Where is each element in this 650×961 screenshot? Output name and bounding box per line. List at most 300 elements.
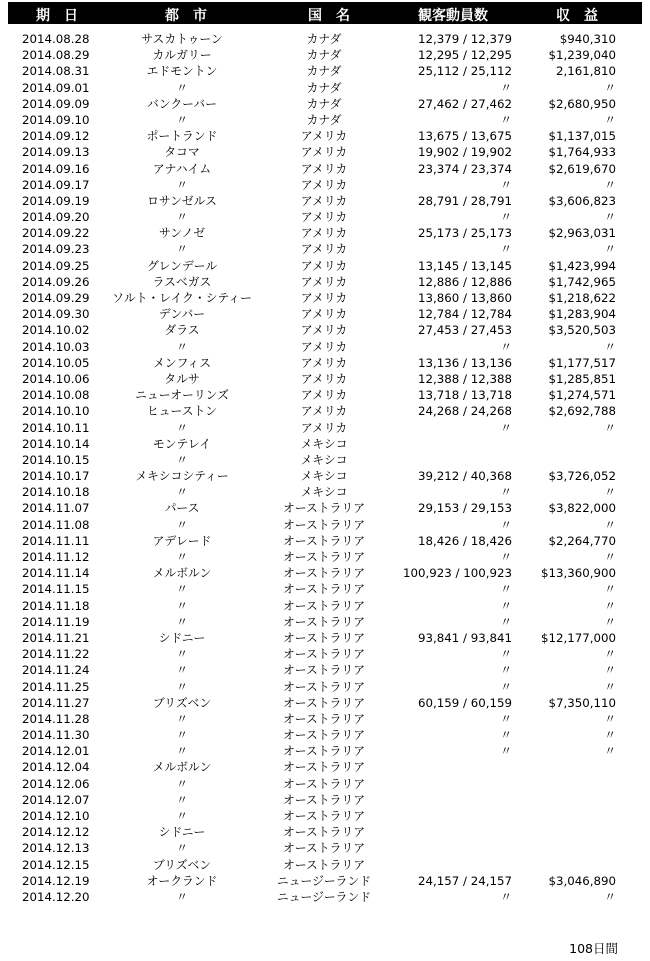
cell-country: アメリカ <box>300 307 348 322</box>
cell-date: 2014.12.20 <box>22 889 90 904</box>
table-row <box>0 387 650 403</box>
cell-date: 2014.09.16 <box>22 161 90 176</box>
cell-date: 2014.09.09 <box>22 96 90 111</box>
table-row <box>0 177 650 193</box>
table-row <box>0 630 650 646</box>
cell-revenue: 〃 <box>604 598 616 613</box>
cell-city: エドモントン <box>146 64 218 79</box>
cell-attendance: 〃 <box>500 80 512 95</box>
cell-attendance: 13,718 / 13,718 <box>417 388 512 403</box>
cell-city: 〃 <box>176 711 188 726</box>
cell-city: 〃 <box>176 485 188 500</box>
cell-date: 2014.09.10 <box>22 112 90 127</box>
cell-date: 2014.09.19 <box>22 193 90 208</box>
table-row <box>0 161 650 177</box>
table-row <box>0 452 650 468</box>
table-row <box>0 824 650 840</box>
cell-attendance: 〃 <box>500 582 512 597</box>
cell-country: オーストラリア <box>283 647 365 662</box>
cell-attendance: 24,268 / 24,268 <box>417 404 512 419</box>
table-row <box>0 193 650 209</box>
header-date: 期 日 <box>36 8 78 24</box>
cell-attendance: 〃 <box>500 744 512 759</box>
cell-city: 〃 <box>176 420 188 435</box>
cell-attendance: 18,426 / 18,426 <box>417 533 512 548</box>
cell-city: 〃 <box>176 242 188 257</box>
cell-country: アメリカ <box>300 258 348 273</box>
cell-country: オーストラリア <box>283 728 365 743</box>
cell-country: メキシコ <box>300 452 348 467</box>
cell-city: 〃 <box>176 517 188 532</box>
cell-city: シドニー <box>158 630 206 645</box>
cell-revenue: $1,239,040 <box>548 48 616 63</box>
cell-date: 2014.12.01 <box>22 744 90 759</box>
cell-country: カナダ <box>306 80 342 95</box>
cell-city: モンテレイ <box>152 436 212 451</box>
cell-revenue: $1,137,015 <box>548 129 616 144</box>
cell-city: メキシコシティー <box>135 469 229 484</box>
cell-revenue: 〃 <box>604 744 616 759</box>
cell-date: 2014.09.01 <box>22 80 90 95</box>
cell-country: オーストラリア <box>283 550 365 564</box>
cell-date: 2014.10.15 <box>22 452 90 467</box>
table-row <box>0 420 650 436</box>
cell-revenue: $1,274,571 <box>548 388 616 403</box>
table-row <box>0 209 650 225</box>
table-row <box>0 695 650 711</box>
cell-country: アメリカ <box>300 161 348 176</box>
cell-attendance: 28,791 / 28,791 <box>417 193 512 208</box>
cell-city: メルボルン <box>152 566 212 581</box>
header-attendance: 観客動員数 <box>418 8 488 24</box>
cell-city: ヒューストン <box>146 404 218 419</box>
cell-revenue: $2,680,950 <box>548 96 616 111</box>
cell-country: アメリカ <box>300 371 348 386</box>
cell-date: 2014.09.22 <box>22 226 90 241</box>
cell-country: カナダ <box>306 64 342 79</box>
table-row <box>0 47 650 63</box>
cell-country: アメリカ <box>300 388 348 403</box>
cell-country: メキシコ <box>300 485 348 500</box>
table-row <box>0 727 650 743</box>
cell-city: タコマ <box>164 145 200 160</box>
cell-city: 〃 <box>176 841 188 856</box>
cell-date: 2014.10.11 <box>22 420 90 435</box>
table-row <box>0 31 650 47</box>
cell-revenue: $1,764,933 <box>548 145 616 160</box>
cell-country: オーストラリア <box>283 760 365 775</box>
cell-revenue: 〃 <box>604 177 616 192</box>
header-country: 国 名 <box>308 8 350 24</box>
cell-country: オーストラリア <box>283 809 365 823</box>
table-row <box>0 565 650 581</box>
cell-date: 2014.11.24 <box>22 663 90 678</box>
cell-revenue: 〃 <box>604 663 616 678</box>
cell-attendance: 〃 <box>500 711 512 726</box>
cell-revenue: $940,310 <box>559 32 616 46</box>
cell-attendance: 25,173 / 25,173 <box>417 226 512 241</box>
cell-date: 2014.12.13 <box>22 841 90 856</box>
cell-attendance: 〃 <box>500 485 512 500</box>
cell-date: 2014.08.31 <box>22 64 90 79</box>
cell-city: ブリズベン <box>152 695 212 710</box>
cell-city: 〃 <box>176 112 188 127</box>
cell-city: 〃 <box>176 679 188 694</box>
cell-revenue: $1,423,994 <box>548 258 616 273</box>
cell-city: 〃 <box>176 744 188 759</box>
cell-city: 〃 <box>176 582 188 597</box>
table-row <box>0 679 650 695</box>
cell-country: オーストラリア <box>283 630 365 645</box>
cell-country: カナダ <box>306 96 342 111</box>
table-row <box>0 808 650 824</box>
cell-country: アメリカ <box>300 210 348 225</box>
cell-country: オーストラリア <box>283 744 365 759</box>
cell-country: オーストラリア <box>283 517 365 532</box>
cell-attendance: 13,136 / 13,136 <box>417 355 512 370</box>
cell-country: ニュージーランド <box>276 889 372 904</box>
cell-city: 〃 <box>176 452 188 467</box>
cell-date: 2014.09.12 <box>22 129 90 144</box>
cell-date: 2014.11.25 <box>22 679 90 694</box>
cell-date: 2014.10.18 <box>22 485 90 500</box>
cell-attendance: 〃 <box>500 242 512 257</box>
cell-date: 2014.10.17 <box>22 469 90 484</box>
cell-revenue: $1,177,517 <box>548 355 616 370</box>
cell-country: アメリカ <box>300 339 348 354</box>
cell-attendance: 12,295 / 12,295 <box>417 48 512 63</box>
cell-city: 〃 <box>176 80 188 95</box>
table-row <box>0 468 650 484</box>
cell-date: 2014.09.23 <box>22 242 90 257</box>
cell-city: アナハイム <box>152 161 212 176</box>
table-row <box>0 840 650 856</box>
cell-attendance: 〃 <box>500 517 512 532</box>
cell-country: アメリカ <box>300 177 348 192</box>
cell-attendance: 100,923 / 100,923 <box>402 566 512 581</box>
cell-city: デンバー <box>158 307 206 322</box>
table-row <box>0 63 650 79</box>
table-row <box>0 241 650 257</box>
cell-city: 〃 <box>176 647 188 662</box>
total-days: 108日間 <box>569 941 618 956</box>
cell-date: 2014.10.03 <box>22 339 90 354</box>
table-row <box>0 776 650 792</box>
cell-revenue: 〃 <box>604 339 616 354</box>
cell-country: オーストラリア <box>283 679 365 694</box>
cell-city: バンクーバー <box>147 96 217 111</box>
table-row <box>0 484 650 500</box>
cell-city: 〃 <box>176 614 188 629</box>
table-row <box>0 646 650 662</box>
cell-attendance: 29,153 / 29,153 <box>417 501 512 516</box>
cell-country: アメリカ <box>300 129 348 144</box>
cell-attendance: 12,886 / 12,886 <box>417 274 512 289</box>
cell-city: カルガリー <box>152 48 212 63</box>
cell-country: アメリカ <box>300 323 348 338</box>
cell-revenue: 〃 <box>604 517 616 532</box>
cell-attendance: 24,157 / 24,157 <box>417 873 512 888</box>
cell-revenue: 〃 <box>604 420 616 435</box>
cell-date: 2014.09.20 <box>22 210 90 225</box>
cell-country: アメリカ <box>300 404 348 419</box>
cell-revenue: 〃 <box>604 112 616 127</box>
table-row <box>0 144 650 160</box>
cell-city: 〃 <box>176 889 188 904</box>
table-row <box>0 96 650 112</box>
table-row <box>0 581 650 597</box>
cell-city: 〃 <box>176 339 188 354</box>
cell-country: アメリカ <box>300 226 348 241</box>
cell-date: 2014.12.10 <box>22 809 90 823</box>
cell-revenue: $1,283,904 <box>548 307 616 322</box>
cell-country: オーストラリア <box>283 566 365 581</box>
cell-city: 〃 <box>176 210 188 225</box>
cell-country: ニュージーランド <box>276 873 372 888</box>
cell-city: グレンデール <box>146 258 218 273</box>
cell-city: ニューオーリンズ <box>135 388 229 403</box>
cell-country: オーストラリア <box>283 663 365 678</box>
cell-date: 2014.09.17 <box>22 177 90 192</box>
cell-country: オーストラリア <box>283 614 365 629</box>
cell-country: オーストラリア <box>283 501 365 516</box>
cell-date: 2014.10.08 <box>22 388 90 403</box>
cell-city: サンノゼ <box>158 226 205 241</box>
table-row <box>0 711 650 727</box>
cell-date: 2014.12.04 <box>22 760 90 775</box>
table-row <box>0 355 650 371</box>
cell-country: オーストラリア <box>283 792 365 807</box>
table-row <box>0 889 650 905</box>
cell-revenue: 〃 <box>604 614 616 629</box>
cell-date: 2014.09.29 <box>22 291 90 305</box>
cell-date: 2014.11.30 <box>22 728 90 743</box>
cell-country: オーストラリア <box>283 711 365 726</box>
cell-revenue: 〃 <box>604 679 616 694</box>
cell-city: 〃 <box>176 728 188 743</box>
cell-city: 〃 <box>176 809 188 823</box>
cell-city: アデレード <box>152 533 212 548</box>
cell-city: ダラス <box>164 323 200 338</box>
cell-revenue: 〃 <box>604 242 616 257</box>
cell-attendance: 〃 <box>500 663 512 678</box>
cell-date: 2014.11.15 <box>22 582 90 597</box>
cell-attendance: 13,675 / 13,675 <box>417 129 512 144</box>
cell-attendance: 〃 <box>500 339 512 354</box>
cell-country: オーストラリア <box>283 582 365 597</box>
cell-country: オーストラリア <box>283 776 365 791</box>
cell-date: 2014.11.14 <box>22 566 90 581</box>
tour-table-body <box>0 31 650 905</box>
cell-date: 2014.11.19 <box>22 614 90 629</box>
cell-date: 2014.11.22 <box>22 647 90 662</box>
cell-attendance: 〃 <box>500 728 512 743</box>
cell-country: カナダ <box>306 32 342 46</box>
cell-revenue: 〃 <box>604 711 616 726</box>
cell-country: メキシコ <box>300 436 348 451</box>
cell-attendance: 〃 <box>500 614 512 629</box>
cell-revenue: $13,360,900 <box>540 566 616 581</box>
table-row <box>0 549 650 565</box>
cell-country: アメリカ <box>300 355 348 370</box>
table-row <box>0 322 650 338</box>
cell-city: ラスベガス <box>152 274 212 289</box>
cell-city: 〃 <box>176 792 188 807</box>
cell-date: 2014.11.11 <box>22 533 90 548</box>
cell-revenue: 〃 <box>604 485 616 500</box>
cell-city: パース <box>164 501 200 516</box>
cell-country: アメリカ <box>300 274 348 289</box>
cell-date: 2014.12.06 <box>22 776 90 791</box>
cell-country: オーストラリア <box>283 695 365 710</box>
cell-attendance: 93,841 / 93,841 <box>417 630 512 645</box>
cell-date: 2014.10.02 <box>22 323 90 338</box>
cell-city: 〃 <box>176 550 188 564</box>
cell-attendance: 〃 <box>500 889 512 904</box>
cell-country: アメリカ <box>300 420 348 435</box>
cell-revenue: $3,520,503 <box>548 323 616 338</box>
cell-date: 2014.10.05 <box>22 355 90 370</box>
cell-date: 2014.08.28 <box>22 32 90 46</box>
cell-revenue: $1,285,851 <box>548 371 616 386</box>
cell-country: オーストラリア <box>283 857 365 872</box>
table-row <box>0 873 650 889</box>
table-row <box>0 743 650 759</box>
cell-date: 2014.12.15 <box>22 857 90 872</box>
header-revenue: 収 益 <box>556 8 598 24</box>
cell-attendance: 〃 <box>500 598 512 613</box>
cell-country: オーストラリア <box>283 825 365 840</box>
table-row <box>0 128 650 144</box>
cell-date: 2014.11.27 <box>22 695 90 710</box>
cell-attendance: 12,388 / 12,388 <box>417 371 512 386</box>
cell-city: タルサ <box>164 371 200 386</box>
table-row <box>0 436 650 452</box>
cell-date: 2014.09.30 <box>22 307 90 322</box>
cell-city: ブリズベン <box>152 857 212 872</box>
cell-attendance: 〃 <box>500 550 512 564</box>
cell-date: 2014.12.19 <box>22 873 90 888</box>
table-row <box>0 403 650 419</box>
table-row <box>0 371 650 387</box>
cell-attendance: 13,860 / 13,860 <box>417 291 512 305</box>
cell-attendance: 19,902 / 19,902 <box>417 145 512 160</box>
table-row <box>0 112 650 128</box>
cell-country: アメリカ <box>300 291 348 305</box>
cell-attendance: 23,374 / 23,374 <box>417 161 512 176</box>
cell-country: アメリカ <box>300 193 348 208</box>
cell-revenue: $2,692,788 <box>548 404 616 419</box>
cell-revenue: $2,264,770 <box>548 533 616 548</box>
cell-attendance: 〃 <box>500 210 512 225</box>
cell-attendance: 〃 <box>500 420 512 435</box>
cell-date: 2014.09.13 <box>22 145 90 160</box>
cell-revenue: 〃 <box>604 582 616 597</box>
cell-date: 2014.09.26 <box>22 274 90 289</box>
cell-revenue: $2,963,031 <box>548 226 616 241</box>
cell-attendance: 13,145 / 13,145 <box>417 258 512 273</box>
cell-revenue: $3,046,890 <box>548 873 616 888</box>
cell-date: 2014.11.18 <box>22 598 90 613</box>
cell-city: ソルト・レイク・シティー <box>112 291 252 305</box>
cell-country: カナダ <box>306 48 342 63</box>
table-row <box>0 339 650 355</box>
table-row <box>0 533 650 549</box>
cell-city: ポートランド <box>146 129 218 144</box>
cell-date: 2014.12.12 <box>22 825 90 840</box>
cell-city: 〃 <box>176 776 188 791</box>
table-row <box>0 290 650 306</box>
cell-attendance: 27,462 / 27,462 <box>417 96 512 111</box>
cell-country: オーストラリア <box>283 533 365 548</box>
cell-date: 2014.11.12 <box>22 550 90 564</box>
cell-attendance: 〃 <box>500 112 512 127</box>
header-city: 都 市 <box>165 8 207 24</box>
cell-city: 〃 <box>176 663 188 678</box>
cell-country: オーストラリア <box>283 841 365 856</box>
table-row <box>0 662 650 678</box>
table-row <box>0 792 650 808</box>
cell-date: 2014.10.10 <box>22 404 90 419</box>
cell-date: 2014.11.28 <box>22 711 90 726</box>
cell-revenue: 〃 <box>604 550 616 564</box>
cell-attendance: 12,379 / 12,379 <box>417 32 512 46</box>
cell-attendance: 12,784 / 12,784 <box>417 307 512 322</box>
cell-revenue: $12,177,000 <box>540 630 616 645</box>
cell-date: 2014.10.06 <box>22 371 90 386</box>
table-row <box>0 500 650 516</box>
cell-city: 〃 <box>176 598 188 613</box>
cell-revenue: 〃 <box>604 210 616 225</box>
cell-country: オーストラリア <box>283 598 365 613</box>
table-row <box>0 306 650 322</box>
cell-date: 2014.11.08 <box>22 517 90 532</box>
cell-city: ロサンゼルス <box>147 193 217 208</box>
table-row <box>0 258 650 274</box>
cell-revenue: $3,606,823 <box>548 193 616 208</box>
table-row <box>0 225 650 241</box>
cell-revenue: 〃 <box>604 889 616 904</box>
table-row <box>0 274 650 290</box>
cell-attendance: 60,159 / 60,159 <box>417 695 512 710</box>
cell-revenue: 2,161,810 <box>555 64 616 79</box>
table-row <box>0 598 650 614</box>
cell-attendance: 〃 <box>500 177 512 192</box>
cell-country: カナダ <box>306 112 342 127</box>
cell-date: 2014.09.25 <box>22 258 90 273</box>
cell-country: アメリカ <box>300 145 348 160</box>
cell-country: アメリカ <box>300 242 348 257</box>
cell-revenue: $3,726,052 <box>548 469 616 484</box>
table-row <box>0 614 650 630</box>
cell-attendance: 〃 <box>500 679 512 694</box>
cell-attendance: 27,453 / 27,453 <box>417 323 512 338</box>
cell-date: 2014.08.29 <box>22 48 90 63</box>
cell-country: メキシコ <box>300 469 348 484</box>
cell-date: 2014.11.21 <box>22 630 90 645</box>
cell-revenue: $2,619,670 <box>548 161 616 176</box>
cell-revenue: 〃 <box>604 80 616 95</box>
cell-city: シドニー <box>158 825 206 840</box>
cell-revenue: $1,218,622 <box>548 291 616 305</box>
cell-attendance: 39,212 / 40,368 <box>417 469 512 484</box>
table-row <box>0 857 650 873</box>
cell-revenue: 〃 <box>604 728 616 743</box>
cell-city: メルボルン <box>152 760 212 775</box>
cell-city: メンフィス <box>152 355 212 370</box>
cell-city: サスカトゥーン <box>141 32 223 46</box>
cell-city: オークランド <box>146 873 218 888</box>
